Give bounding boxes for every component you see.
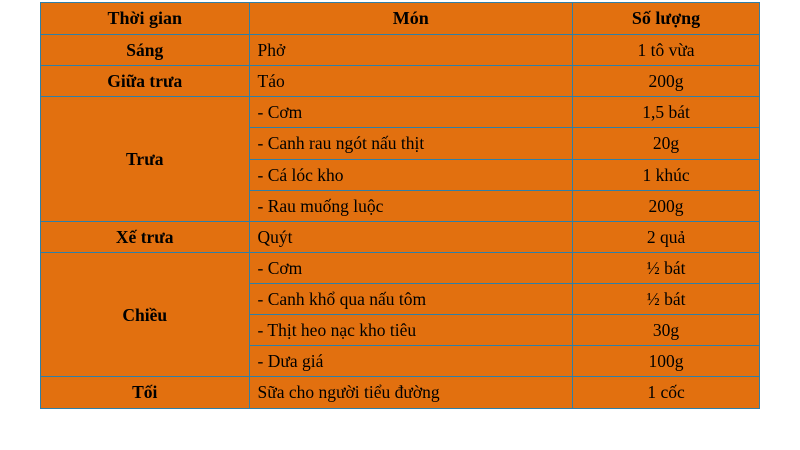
cell-quantity: 200g — [573, 66, 760, 97]
cell-quantity: 1,5 bát — [573, 97, 760, 128]
cell-time: Xế trưa — [41, 221, 250, 252]
cell-dish: - Cơm — [249, 252, 573, 283]
table-row — [41, 221, 760, 252]
cell-time: Trưa — [41, 97, 250, 222]
cell-dish: - Cơm — [249, 97, 573, 128]
cell-quantity: 30g — [573, 315, 760, 346]
cell-time: Tối — [41, 377, 250, 408]
cell-quantity: 20g — [573, 128, 760, 159]
cell-dish: - Canh rau ngót nấu thịt — [249, 128, 573, 159]
cell-dish: - Cá lóc kho — [249, 159, 573, 190]
table-row — [41, 377, 760, 408]
meal-plan-table — [40, 2, 760, 409]
cell-dish: - Thịt heo nạc kho tiêu — [249, 315, 573, 346]
table-header — [41, 3, 760, 35]
cell-time: Chiều — [41, 252, 250, 377]
cell-dish: - Rau muống luộc — [249, 190, 573, 221]
cell-quantity: 1 khúc — [573, 159, 760, 190]
table-row — [41, 35, 760, 66]
cell-time: Sáng — [41, 35, 250, 66]
table-body — [41, 35, 760, 409]
table-row — [41, 97, 760, 128]
table-row — [41, 252, 760, 283]
cell-quantity: 1 cốc — [573, 377, 760, 408]
cell-dish: Sữa cho người tiểu đường — [249, 377, 573, 408]
cell-dish: - Dưa giá — [249, 346, 573, 377]
cell-dish: Táo — [249, 66, 573, 97]
cell-quantity: ½ bát — [573, 252, 760, 283]
cell-dish: - Canh khổ qua nấu tôm — [249, 284, 573, 315]
cell-quantity: 200g — [573, 190, 760, 221]
cell-quantity: ½ bát — [573, 284, 760, 315]
cell-quantity: 100g — [573, 346, 760, 377]
cell-quantity: 1 tô vừa — [573, 35, 760, 66]
cell-time: Giữa trưa — [41, 66, 250, 97]
table-header-row — [41, 3, 760, 35]
cell-dish: Phở — [249, 35, 573, 66]
column-header-quantity: Số lượng — [573, 3, 760, 35]
column-header-dish: Món — [249, 3, 573, 35]
cell-dish: Quýt — [249, 221, 573, 252]
table-row — [41, 66, 760, 97]
cell-quantity: 2 quả — [573, 221, 760, 252]
column-header-time: Thời gian — [41, 3, 250, 35]
